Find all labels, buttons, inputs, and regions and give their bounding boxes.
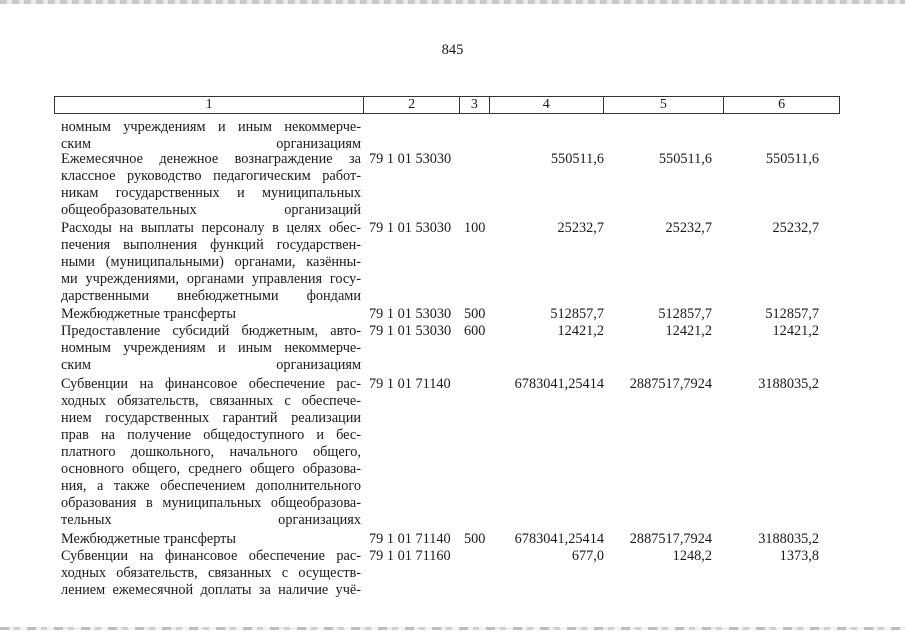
description-line: дарственными внебюджетными фондами xyxy=(61,288,361,304)
description-line: образования в муниципальных общеобразова- xyxy=(61,495,361,511)
amount-col-5: 12421,2 xyxy=(665,323,712,339)
column-header-1: 1 xyxy=(55,97,364,113)
description-line: основного общего, среднего общего образова- xyxy=(61,461,361,477)
amount-col-5: 2887517,7924 xyxy=(629,376,712,392)
budget-code: 79 1 01 53030 xyxy=(369,323,452,339)
column-header-3: 3 xyxy=(460,97,490,113)
table-header xyxy=(54,96,840,114)
amount-col-5: 25232,7 xyxy=(665,220,712,236)
budget-code: 79 1 01 71160 xyxy=(369,548,451,564)
description-line: платного дошкольного, начального общего, xyxy=(61,444,361,460)
expense-type-code: 100 xyxy=(464,220,486,236)
scan-edge-bottom xyxy=(0,627,905,630)
description-line: ния, а также обеспечением дополнительного xyxy=(61,478,361,494)
row-description xyxy=(61,376,361,529)
description-line: ходных обязательств, связанных с осуществ- xyxy=(61,565,361,581)
amount-col-4: 12421,2 xyxy=(557,323,604,339)
description-line: Расходы на выплаты персоналу в целях обес- xyxy=(61,220,361,236)
amount-col-6: 550511,6 xyxy=(765,151,819,167)
amount-col-6: 1373,8 xyxy=(779,548,819,564)
column-header-5: 5 xyxy=(604,97,725,113)
row-description xyxy=(61,220,361,305)
budget-code: 79 1 01 71140 xyxy=(369,376,451,392)
description-line: нием государственных гарантий реализации xyxy=(61,410,361,426)
amount-col-6: 3188035,2 xyxy=(758,376,819,392)
row-description xyxy=(61,306,361,323)
description-line: номным учреждениям и иным некоммерче- xyxy=(61,340,361,356)
description-line: ными (муниципальными) органами, казённы- xyxy=(61,254,361,270)
column-header-6: 6 xyxy=(778,97,786,112)
expense-type-code: 500 xyxy=(464,306,486,322)
expense-type-code: 600 xyxy=(464,323,486,339)
row-description xyxy=(61,323,361,374)
budget-code: 79 1 01 53030 xyxy=(369,220,452,236)
description-line: Межбюджетные трансферты xyxy=(61,531,237,547)
description-line: общеобразовательных организаций xyxy=(61,202,361,218)
budget-code: 79 1 01 71140 xyxy=(369,531,451,547)
scan-edge-top xyxy=(0,0,905,4)
budget-code: 79 1 01 53030 xyxy=(369,151,452,167)
amount-col-5: 1248,2 xyxy=(672,548,712,564)
description-line: ским организациям xyxy=(61,357,361,373)
description-line: Предоставление субсидий бюджетным, авто- xyxy=(61,323,361,339)
description-line: Ежемесячное денежное вознаграждение за xyxy=(61,151,361,167)
description-line: печения выполнения функций государствен- xyxy=(61,237,361,253)
row-description xyxy=(61,119,361,153)
description-line: ским организациям xyxy=(61,136,361,152)
description-line: Субвенции на финансовое обеспечение рас- xyxy=(61,376,361,392)
expense-type-code: 500 xyxy=(464,531,486,547)
column-header-2: 2 xyxy=(364,97,460,113)
amount-col-6: 25232,7 xyxy=(772,220,819,236)
description-line: никам государственных и муниципальных xyxy=(61,185,361,201)
description-line: классное руководство педагогическим работ- xyxy=(61,168,361,184)
description-line: Субвенции на финансовое обеспечение рас- xyxy=(61,548,361,564)
budget-code: 79 1 01 53030 xyxy=(369,306,452,322)
amount-col-6: 512857,7 xyxy=(765,306,819,322)
description-line: номным учреждениям и иным некоммерче- xyxy=(61,119,361,135)
column-header-4: 4 xyxy=(490,97,604,113)
page-number: 845 xyxy=(441,42,464,58)
description-line: тельных организациях xyxy=(61,512,361,528)
row-description xyxy=(61,548,361,599)
amount-col-6: 3188035,2 xyxy=(758,531,819,547)
description-line: ходных обязательств, связанных с обеспече- xyxy=(61,393,361,409)
row-description xyxy=(61,531,361,548)
amount-col-4: 550511,6 xyxy=(550,151,604,167)
description-line: Межбюджетные трансферты xyxy=(61,306,237,322)
description-line: прав на получение общедоступного и бес- xyxy=(61,427,361,443)
amount-col-5: 2887517,7924 xyxy=(629,531,712,547)
description-line: ми учреждениями, органами управления госу- xyxy=(61,271,361,287)
amount-col-4: 25232,7 xyxy=(557,220,604,236)
description-line: лением ежемесячной доплаты за наличие учё- xyxy=(61,582,361,598)
amount-col-5: 550511,6 xyxy=(658,151,712,167)
row-description xyxy=(61,151,361,219)
amount-col-6: 12421,2 xyxy=(772,323,819,339)
amount-col-5: 512857,7 xyxy=(658,306,712,322)
amount-col-4: 6783041,25414 xyxy=(514,531,604,547)
amount-col-4: 512857,7 xyxy=(550,306,604,322)
amount-col-4: 677,0 xyxy=(571,548,604,564)
amount-col-4: 6783041,25414 xyxy=(514,376,604,392)
